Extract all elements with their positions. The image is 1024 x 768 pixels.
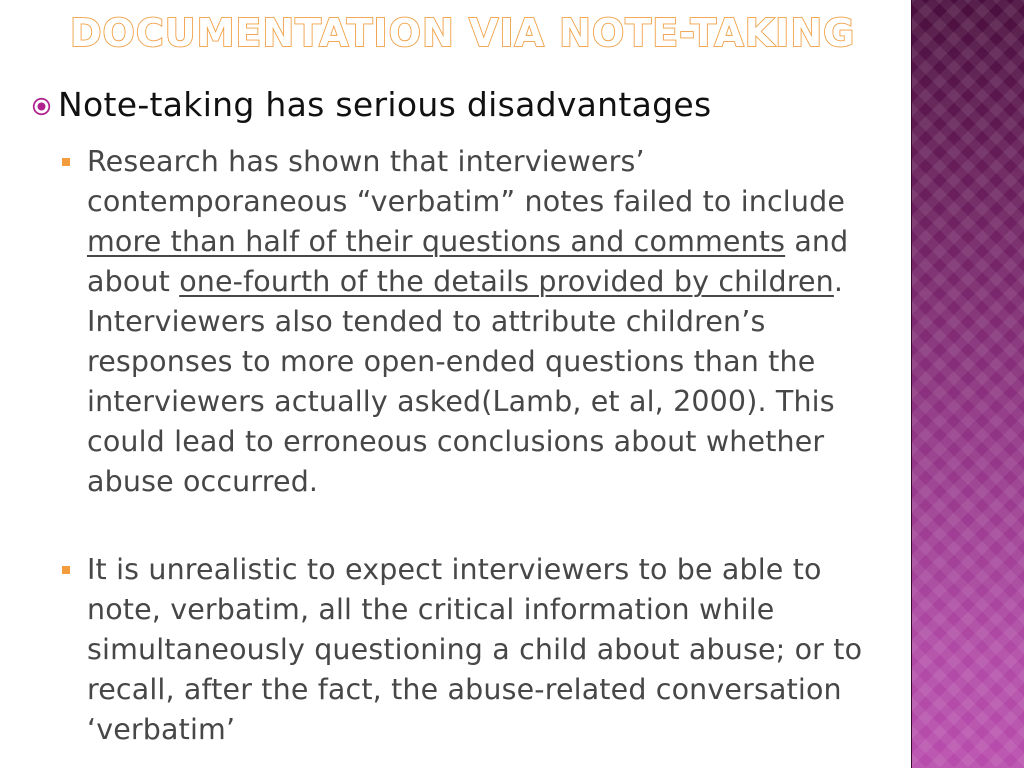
decorative-side-panel: [912, 0, 1024, 768]
research-text-part-1: Research has shown that interviewers’ contemporaneous “verbatim” notes failed to include: [87, 145, 846, 218]
research-text-part-3: . Interviewers also tended to attribute children’s responses to more open-ended questions than the interviewers actually asked(Lamb, et al, 2000). This could lead to erroneous conclusions about whether abuse occurred.: [87, 265, 844, 498]
underlined-phrase-questions: more than half of their questions and comments: [87, 225, 786, 258]
sub-bullet-text-research: [87, 142, 882, 502]
research-text-part-2: and about: [87, 225, 849, 298]
sub-bullet-item-unrealistic: [62, 550, 882, 750]
radio-circle-icon: [32, 97, 51, 116]
square-bullet-icon: [62, 566, 70, 574]
square-bullet-icon: [62, 158, 70, 166]
main-bullet-text: Note-taking has serious disadvantages: [58, 85, 712, 124]
sub-bullet-text-unrealistic: It is unrealistic to expect interviewers to be able to note, verbatim, all the critical information while simultaneously questioning a child about abuse; or to recall, after the fact, the abuse-related conversation ‘verbatim’: [87, 553, 863, 746]
underlined-phrase-details: one-fourth of the details provided by children: [179, 265, 834, 298]
sub-bullet-item-research: [62, 142, 882, 502]
slide-title: DOCUMENTATION VIA NOTE-TAKING: [70, 11, 856, 55]
main-bullet-item: [32, 82, 712, 128]
